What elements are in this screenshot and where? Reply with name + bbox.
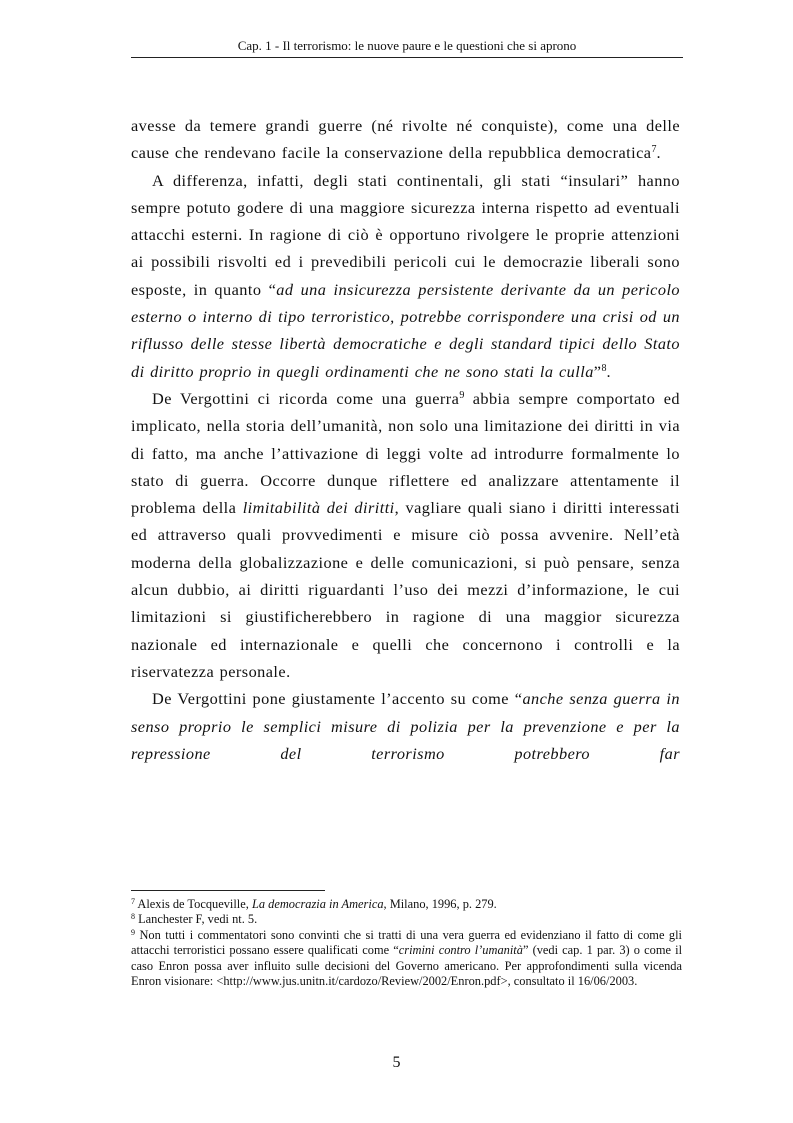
p3-text-start: De Vergottini ci ricorda come una guerra [152, 388, 460, 408]
paragraph-1 [131, 112, 680, 167]
p2-quote: ad una insicurezza persistente derivante da un pericolo esterno o interno di tipo terroristico, potrebbe corrispondere una crisi od un riflusso delle stesse libertà democratiche e degli standard tipici dello Stato di diritto proprio in quegli ordinamenti che ne sono stati la culla [131, 279, 681, 381]
footnote-9-emphasis: crimini contro l’umanità [398, 943, 523, 958]
footnote-separator [131, 890, 325, 891]
body-text [131, 112, 680, 767]
p1-text: avesse da temere grandi guerre (né rivolte né conquiste), come una delle cause che rendevano facile la conservazione della repubblica democratica [131, 116, 680, 163]
p2-text: A differenza, infatti, degli stati continentali, gli stati “insulari” hanno sempre potuto godere di una maggiore sicurezza interna rispetto ad eventuali attacchi esterni. In ragione di ciò è opportuno rivolgere le proprie attenzioni ai possibili risvolti ed i prevedibili pericoli cui le democrazie liberali sono esposte, in quanto “ [131, 170, 680, 299]
p1-end: . [656, 143, 661, 163]
footnote-7-end: , Milano, 1996, p. 279. [383, 897, 497, 911]
footnote-7-text: Alexis de Tocqueville, [135, 897, 252, 911]
footnote-7-number: 7 [131, 897, 135, 906]
p2-close-quote: ” [593, 361, 602, 381]
footnote-8 [131, 912, 682, 927]
footnote-8-text: Lanchester F, vedi nt. 5. [135, 912, 258, 927]
footnote-9-end: ” (vedi cap. 1 par. 3) o come il caso Enron possa aver influito sulle decisioni del Governo americano. Per approfondimenti sulla vicenda Enron visionare: <http://www.jus.unitn.it/cardozo/Review/2002/Enron.pdf>, consultato il 16/06/2003. [131, 943, 683, 989]
p3-emphasis: limitabilità dei diritti [242, 498, 395, 518]
footnote-ref-9[interactable]: 9 [459, 389, 465, 401]
page-number: 5 [392, 1054, 401, 1071]
footnote-ref-7[interactable]: 7 [651, 144, 657, 156]
paragraph-2 [131, 167, 680, 385]
footnote-9 [131, 928, 682, 990]
footnote-9-number: 9 [131, 927, 135, 937]
footnotes [131, 897, 682, 989]
footnote-ref-8[interactable]: 8 [601, 362, 607, 374]
running-header: Cap. 1 - Il terrorismo: le nuove paure e le questioni che si aprono [131, 38, 683, 58]
p3-text-middle: abbia sempre comportato ed implicato, nella storia dell’umanità, non solo una limitazione dei diritti in via di fatto, ma anche l’attivazione di leggi volte ad introdurre formalmente lo stato di guerra. Occorre dunque riflettere ed analizzare attentamente il problema della [131, 388, 680, 518]
footnote-7 [131, 897, 682, 912]
footnote-7-title: La democrazia in America [251, 897, 384, 911]
p2-end: . [606, 361, 612, 381]
p4-text: De Vergottini pone giustamente l’accento su come “ [152, 689, 523, 709]
footnote-8-number: 8 [131, 912, 135, 922]
p4-quote: anche senza guerra in senso proprio le semplici misure di polizia per la prevenzione e per la repressione del terrorismo potrebbero far [131, 689, 680, 763]
paragraph-4 [131, 685, 680, 767]
paragraph-3 [131, 385, 680, 685]
p3-text-end: , vagliare quali siano i diritti interessati ed attraverso quali provvedimenti e misure ciò possa avvenire. Nell’età moderna della globalizzazione e delle comunicazioni, si può pensare, senza alcun dubbio, ai diritti riguardanti l’uso dei mezzi d’informazione, le cui limitazioni si giustificherebbero in ragione di una maggior sicurezza nazionale ed internazionale e quelli che concernono i controlli e la riservatezza personale. [131, 498, 681, 681]
footnote-9-text: Non tutti i commentatori sono convinti che si tratti di una vera guerra ed evidenziano il fatto di come gli attacchi terroristici possano essere qualificati come “ [131, 927, 682, 958]
